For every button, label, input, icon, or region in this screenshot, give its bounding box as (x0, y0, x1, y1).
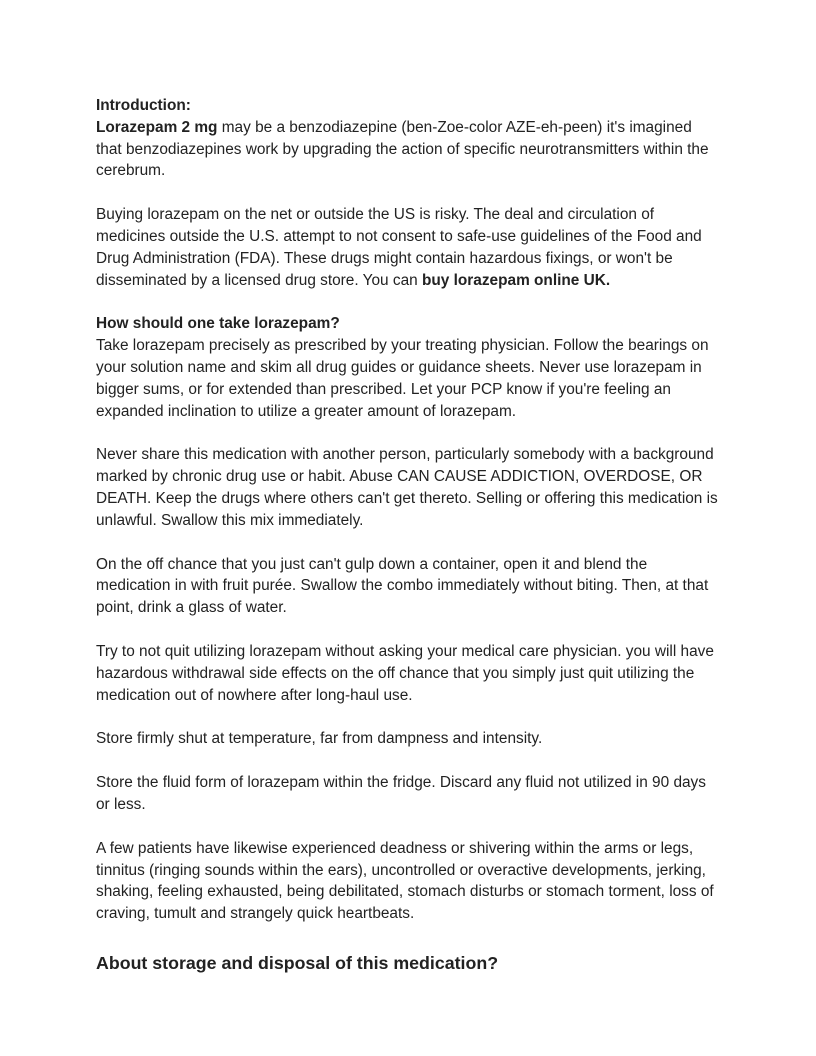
storage-heading: About storage and disposal of this medication? (96, 952, 499, 973)
how-to-heading: How should one take lorazepam? (96, 315, 340, 333)
intro-text: may be a benzodiazepine (ben-Zoe-color AZE-eh-peen) it's imagined that benzodiazepines work by upgrading the action of specific neurotransmitters within the cerebrum. (96, 118, 709, 180)
buying-paragraph (96, 204, 720, 291)
withdrawal-paragraph: Try to not quit utilizing lorazepam without asking your medical care physician. you will have hazardous withdrawal side effects on the off chance that you simply just quit utilizing the medication out of nowhere after long-haul use. (96, 642, 714, 704)
fluid-paragraph: Store the fluid form of lorazepam within the fridge. Discard any fluid not utilized in 90 days or less. (96, 774, 706, 813)
buying-text: Buying lorazepam on the net or outside the US is risky. The deal and circulation of medicines outside the U.S. attempt to not consent to safe-use guidelines of the Food and Drug Administration (FDA). These drugs might contain hazardous fixings, or won't be disseminated by a licensed drug store. You can (96, 206, 702, 289)
store-paragraph: Store firmly shut at temperature, far from dampness and intensity. (96, 730, 543, 748)
buying-bold-tail: buy lorazepam online UK. (421, 271, 611, 289)
side-effects-paragraph: A few patients have likewise experienced deadness or shivering within the arms or legs, tinnitus (ringing sounds within the ears), uncontrolled or overactive developments, jerking, shaking, feeling exhausted, being debilitated, stomach disturbs or stomach torment, loss of craving, tumult and strangely quick heartbeats. (96, 839, 714, 923)
intro-bold-lead: Lorazepam 2 mg (96, 118, 218, 136)
sharing-paragraph: Never share this medication with another person, particularly somebody with a background marked by chronic drug use or habit. Abuse CAN CAUSE ADDICTION, OVERDOSE, OR DEATH. Keep the drugs where others can't get thereto. Selling or offering this medication is unlawful. Swallow this mix immediately. (96, 446, 718, 529)
intro-paragraph (96, 95, 720, 182)
intro-heading: Introduction: (96, 97, 191, 114)
how-to-text: Take lorazepam precisely as prescribed by your treating physician. Follow the bearings on your solution name and skim all drug guides or guidance sheets. Never use lorazepam in bigger sums, or for extended than prescribed. Let your PCP know if you're feeling an expanded inclination to utilize a greater amount of lorazepam. (96, 337, 709, 420)
how-to-paragraph (96, 313, 720, 422)
swallow-paragraph: On the off chance that you just can't gulp down a container, open it and blend the medication in with fruit purée. Swallow the combo immediately without biting. Then, at that point, drink a glass of water. (96, 555, 709, 617)
